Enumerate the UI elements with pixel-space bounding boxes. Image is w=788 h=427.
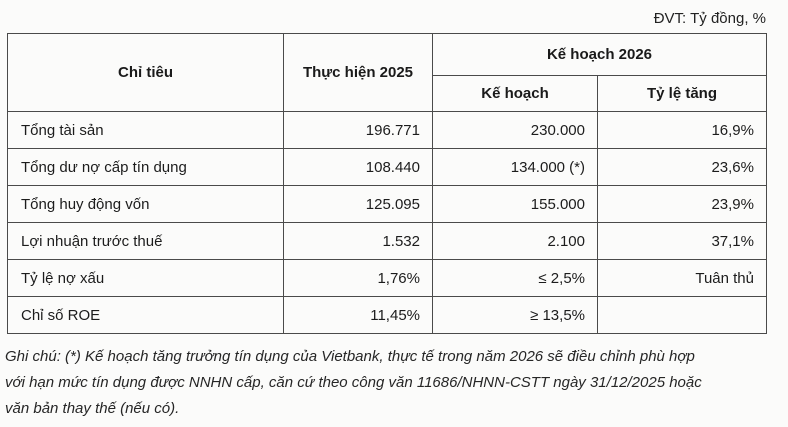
cell-indicator: Tổng dư nợ cấp tín dụng xyxy=(8,149,284,186)
cell-actual-2025: 108.440 xyxy=(284,149,433,186)
footnote-line: với hạn mức tín dụng được NNHN cấp, căn cứ theo công văn 11686/NHNN-CSTT ngày 31/12/2025 hoặc xyxy=(5,374,702,391)
footnote-line: văn bản thay thế (nếu có). xyxy=(5,400,180,417)
table-row xyxy=(8,297,767,334)
cell-growth-rate: 16,9% xyxy=(598,112,767,149)
table-row xyxy=(8,186,767,223)
header-row-top xyxy=(8,34,767,76)
footnote-line: Ghi chú: (*) Kế hoạch tăng trưởng tín dụng của Vietbank, thực tế trong năm 2026 sẽ điều chỉnh phù hợp xyxy=(5,348,695,365)
header-plan: Kế hoạch xyxy=(433,76,598,112)
cell-plan: ≤ 2,5% xyxy=(433,260,598,297)
cell-indicator: Tổng tài sản xyxy=(8,112,284,149)
footnote xyxy=(5,344,785,422)
cell-growth-rate: 23,6% xyxy=(598,149,767,186)
cell-indicator: Lợi nhuận trước thuế xyxy=(8,223,284,260)
table-row xyxy=(8,260,767,297)
header-indicator: Chỉ tiêu xyxy=(8,34,284,112)
cell-indicator: Tổng huy động vốn xyxy=(8,186,284,223)
table-row xyxy=(8,223,767,260)
header-actual-2025: Thực hiện 2025 xyxy=(284,34,433,112)
cell-growth-rate: 37,1% xyxy=(598,223,767,260)
unit-label: ĐVT: Tỷ đồng, % xyxy=(653,10,766,27)
table-row xyxy=(8,149,767,186)
cell-growth-rate xyxy=(598,297,767,334)
table-row xyxy=(8,112,767,149)
cell-plan: 155.000 xyxy=(433,186,598,223)
cell-actual-2025: 1,76% xyxy=(284,260,433,297)
cell-actual-2025: 1.532 xyxy=(284,223,433,260)
header-growth-rate: Tỷ lệ tăng xyxy=(598,76,767,112)
cell-plan: 2.100 xyxy=(433,223,598,260)
cell-plan: 134.000 (*) xyxy=(433,149,598,186)
cell-indicator: Tỷ lệ nợ xấu xyxy=(8,260,284,297)
cell-indicator: Chỉ số ROE xyxy=(8,297,284,334)
business-plan-table xyxy=(7,33,767,334)
cell-growth-rate: Tuân thủ xyxy=(598,260,767,297)
header-plan-2026-group: Kế hoạch 2026 xyxy=(433,34,767,76)
cell-growth-rate: 23,9% xyxy=(598,186,767,223)
cell-actual-2025: 11,45% xyxy=(284,297,433,334)
cell-plan: 230.000 xyxy=(433,112,598,149)
cell-actual-2025: 196.771 xyxy=(284,112,433,149)
cell-actual-2025: 125.095 xyxy=(284,186,433,223)
cell-plan: ≥ 13,5% xyxy=(433,297,598,334)
